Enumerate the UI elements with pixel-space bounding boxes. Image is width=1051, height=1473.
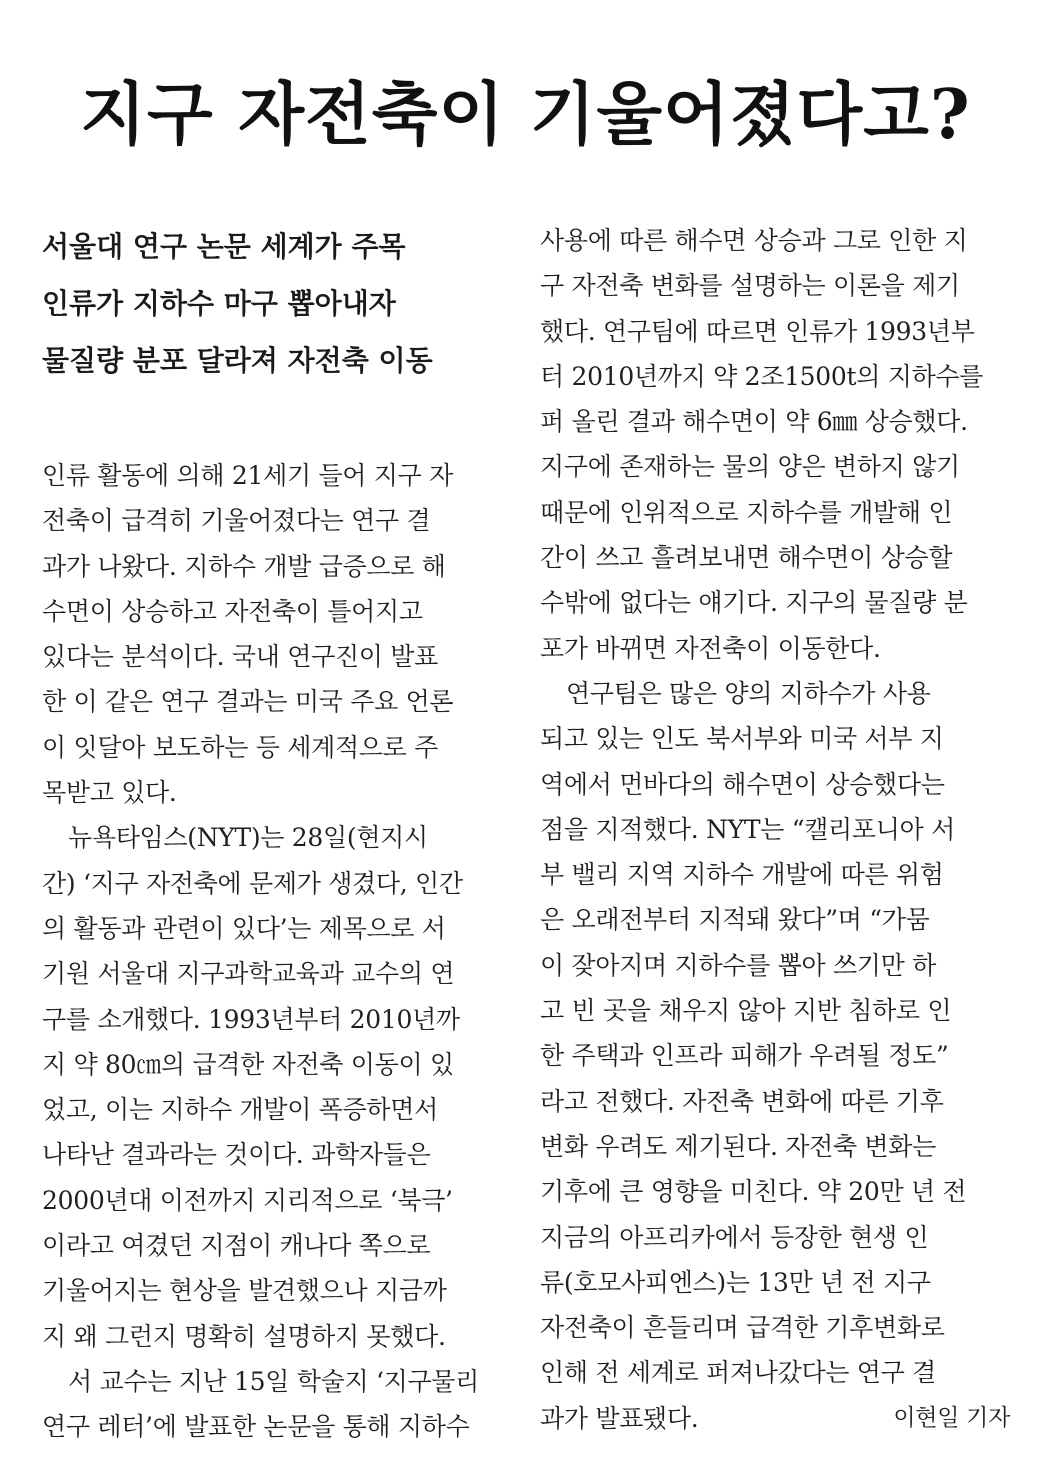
subhead: 인류가 지하수 마구 뽑아내자: [42, 287, 396, 320]
body-line: 과가 발표됐다.: [540, 1403, 699, 1433]
body-line: 구를 소개했다. 1993년부터 2010년까: [42, 1004, 460, 1034]
body-line: 구 자전축 변화를 설명하는 이론을 제기: [540, 271, 960, 301]
body-line: 수면이 상승하고 자전축이 틀어지고: [42, 596, 423, 626]
body-line: 전축이 급격히 기울어졌다는 연구 결: [42, 506, 431, 536]
body-line: 지 왜 그런지 명확히 설명하지 못했다.: [42, 1321, 446, 1351]
body-line: 기원 서울대 지구과학교육과 교수의 연: [42, 959, 455, 989]
body-line: 퍼 올린 결과 해수면이 약 6㎜ 상승했다.: [540, 407, 968, 437]
body-line: 지금의 아프리카에서 등장한 현생 인: [540, 1222, 929, 1252]
body-line: 수밖에 없다는 얘기다. 지구의 물질량 분: [540, 588, 968, 618]
subheads: [42, 218, 512, 389]
right-column: [540, 218, 1010, 1441]
headline: 지구 자전축이 기울어졌다고?: [80, 75, 971, 155]
body-line: 나타난 결과라는 것이다. 과학자들은: [42, 1140, 431, 1170]
left-column: [42, 218, 512, 1450]
body-line: 되고 있는 인도 북서부와 미국 서부 지: [540, 724, 944, 754]
body-line: 뉴욕타임스(NYT)는 28일(현지시: [68, 823, 428, 853]
body-line: 때문에 인위적으로 지하수를 개발해 인: [540, 497, 953, 527]
body-line: 었고, 이는 지하수 개발이 폭증하면서: [42, 1095, 438, 1125]
body-text-left: [42, 453, 512, 1450]
body-line: 은 오래전부터 지적돼 왔다”며 “가뭄: [540, 905, 930, 935]
body-line: 서 교수는 지난 15일 학술지 ‘지구물리: [68, 1366, 479, 1396]
body-line: 기울어지는 현상을 발견했으나 지금까: [42, 1276, 447, 1306]
body-line: 간이 쓰고 흘려보내면 해수면이 상승할: [540, 543, 953, 573]
body-line: 있다는 분석이다. 국내 연구진이 발표: [42, 642, 438, 672]
body-line: 목받고 있다.: [42, 778, 177, 808]
body-line: 한 이 같은 연구 결과는 미국 주요 언론: [42, 687, 454, 717]
body-line: 변화 우려도 제기된다. 자전축 변화는: [540, 1131, 936, 1161]
body-line: 류(호모사피엔스)는 13만 년 전 지구: [540, 1267, 931, 1297]
body-line: 라고 전했다. 자전축 변화에 따른 기후: [540, 1086, 944, 1116]
body-line: 역에서 먼바다의 해수면이 상승했다는: [540, 769, 945, 799]
body-line: 자전축이 흔들리며 급격한 기후변화로: [540, 1313, 945, 1343]
body-line: 포가 바뀌면 자전축이 이동한다.: [540, 633, 881, 663]
body-line: 인류 활동에 의해 21세기 들어 지구 자: [42, 461, 453, 490]
body-line: 인해 전 세계로 퍼져나갔다는 연구 결: [540, 1358, 936, 1388]
body-line: 한 주택과 인프라 피해가 우려될 정도”: [540, 1041, 949, 1071]
body-line: 의 활동과 관련이 있다’는 제목으로 서: [42, 913, 446, 943]
body-line: 지 약 80㎝의 급격한 자전축 이동이 있: [42, 1049, 454, 1079]
body-line: 2000년대 이전까지 지리적으로 ‘북극’: [42, 1185, 453, 1215]
body-line: 지구에 존재하는 물의 양은 변하지 않기: [540, 452, 960, 482]
body-line: 이 잇달아 보도하는 등 세계적으로 주: [42, 732, 438, 762]
body-line: 이라고 여겼던 지점이 캐나다 쪽으로: [42, 1231, 431, 1261]
body-line: 했다. 연구팀에 따르면 인류가 1993년부: [540, 316, 975, 346]
body-line: 사용에 따른 해수면 상승과 그로 인한 지: [540, 226, 968, 255]
last-line-with-byline: [540, 1396, 1010, 1441]
byline: 이현일 기자: [893, 1404, 1010, 1431]
body-line: 기후에 큰 영향을 미친다. 약 20만 년 전: [540, 1177, 967, 1207]
body-line: 연구 레터’에 발표한 논문을 통해 지하수: [42, 1412, 470, 1442]
body-line: 간) ‘지구 자전축에 문제가 생겼다, 인간: [42, 868, 463, 898]
body-line: 고 빈 곳을 채우지 않아 지반 침하로 인: [540, 996, 952, 1026]
body-line: 터 2010년까지 약 2조1500t의 지하수를: [540, 361, 984, 391]
body-line: 연구팀은 많은 양의 지하수가 사용: [566, 678, 931, 708]
body-line: 이 잦아지며 지하수를 뽑아 쓰기만 하: [540, 950, 936, 980]
subhead: 물질량 분포 달라져 자전축 이동: [42, 344, 433, 377]
body-line: 과가 나왔다. 지하수 개발 급증으로 해: [42, 551, 446, 581]
body-line: 부 밸리 지역 지하수 개발에 따른 위험: [540, 860, 944, 890]
body-line: 점을 지적했다. NYT는 “캘리포니아 서: [540, 814, 955, 844]
subhead: 서울대 연구 논문 세계가 주목: [42, 230, 406, 263]
